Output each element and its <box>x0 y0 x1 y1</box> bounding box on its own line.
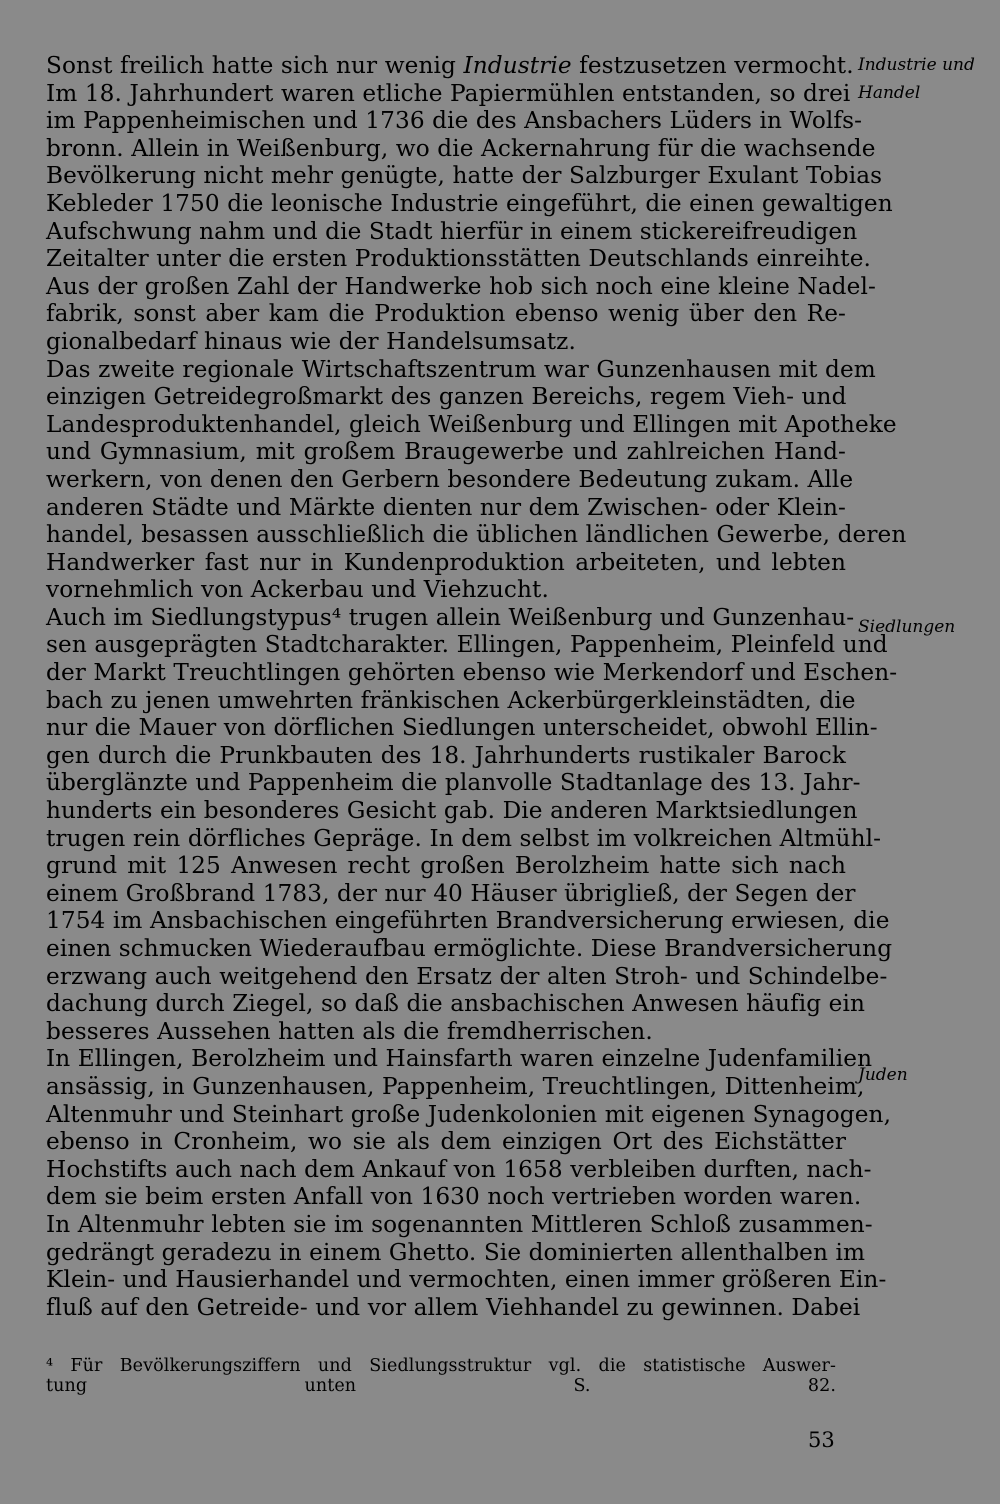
margin-note-line: Handel <box>858 82 921 103</box>
margin-note-line: Industrie und <box>858 55 975 75</box>
text-line: nur die Mauer von dörflichen Siedlungen unterscheidet, obwohl Ellin- <box>46 714 878 742</box>
text-line: Zeitalter unter die ersten Produktionsstätten Deutschlands einreihte. <box>46 245 871 273</box>
text-line: In Ellingen, Berolzheim und Hainsfarth waren einzelne Judenfamilien <box>46 1045 873 1073</box>
paragraph-settlements <box>46 603 898 1046</box>
footnote-line: ⁴ Für Bevölkerungsziffern und Siedlungsstruktur vgl. die statistische Auswer- <box>46 1356 836 1376</box>
text-line: 1754 im Ansbachischen eingeführten Brandversicherung erwiesen, die <box>46 907 890 935</box>
paragraph-jews <box>46 1045 892 1321</box>
text-line: dachung durch Ziegel, so daß die ansbachischen Anwesen häufig ein <box>46 990 866 1018</box>
paragraph-gunzenhausen <box>46 355 907 604</box>
text-line: Das zweite regionale Wirtschaftszentrum war Gunzenhausen mit dem <box>46 355 876 383</box>
text-line: Altenmuhr und Steinhart große Judenkolonien mit eigenen Synagogen, <box>46 1100 892 1128</box>
page-number: 53 <box>808 1428 835 1452</box>
margin-note-settlements <box>858 614 955 642</box>
text-line: gionalbedarf hinaus wie der Handelsumsatz. <box>46 327 576 355</box>
emphasis-industrie: Industrie <box>463 52 572 79</box>
text-line: Im 18. Jahrhundert waren etliche Papiermühlen entstanden, so drei <box>46 79 851 107</box>
text-line <box>46 52 854 80</box>
margin-note-industry <box>858 52 975 107</box>
text-line: grund mit 125 Anwesen recht großen Berolzheim hatte sich nach <box>46 852 846 880</box>
text-line: einzigen Getreidegroßmarkt des ganzen Bereichs, regem Vieh- und <box>46 383 847 411</box>
text-line: der Markt Treuchtlingen gehörten ebenso wie Merkendorf und Eschen- <box>46 659 898 687</box>
text-line: In Altenmuhr lebten sie im sogenannten Mittleren Schloß zusammen- <box>46 1210 873 1238</box>
text-line: Aus der großen Zahl der Handwerke hob sich noch eine kleine Nadel- <box>46 272 876 300</box>
text-line: besseres Aussehen hatten als die fremdherrischen. <box>46 1017 653 1045</box>
text-line: einen schmucken Wiederaufbau ermöglichte. Diese Brandversicherung <box>46 935 893 962</box>
text-line: Aufschwung nahm und die Stadt hierfür in einem stickereifreudigen <box>46 217 858 245</box>
text-line: erzwang auch weitgehend den Ersatz der alten Stroh- und Schindelbe- <box>46 962 888 990</box>
footnote <box>46 1356 836 1396</box>
margin-note-line: Siedlungen <box>858 617 956 637</box>
text-line: dem sie beim ersten Anfall von 1630 noch vertrieben worden waren. <box>46 1183 862 1211</box>
text-line: überglänzte und Pappenheim die planvolle Stadtanlage des 13. Jahr- <box>46 769 861 797</box>
margin-note-jews <box>858 1062 908 1090</box>
text-line: sen ausgeprägten Stadtcharakter. Ellingen, Pappenheim, Pleinfeld und <box>46 631 888 659</box>
text-line: handel, besassen ausschließlich die üblichen ländlichen Gewerbe, deren <box>46 521 907 549</box>
line-segment: Sonst freilich hatte sich nur wenig <box>46 52 464 79</box>
text-line: gedrängt geradezu in einem Ghetto. Sie dominierten allenthalben im <box>46 1238 866 1266</box>
footnote-line: tung unten S. 82. <box>46 1376 836 1396</box>
text-line: vornehmlich von Ackerbau und Viehzucht. <box>46 576 549 604</box>
text-line: ebenso in Cronheim, wo sie als dem einzigen Ort des Eichstätter <box>46 1128 846 1156</box>
text-line: werkern, von denen den Gerbern besondere Bedeutung zukam. Alle <box>46 465 854 493</box>
text-line: bronn. Allein in Weißenburg, wo die Ackernahrung für die wachsende <box>46 134 876 162</box>
text-line: einem Großbrand 1783, der nur 40 Häuser übrigließ, der Segen der <box>46 879 856 907</box>
text-line: fluß auf den Getreide- und vor allem Viehhandel zu gewinnen. Dabei <box>46 1293 861 1321</box>
text-line: anderen Städte und Märkte dienten nur dem Zwischen- oder Klein- <box>46 493 846 521</box>
text-line: Bevölkerung nicht mehr genügte, hatte der Salzburger Exulant Tobias <box>46 162 883 190</box>
text-line: Hochstifts auch nach dem Ankauf von 1658 verbleiben durften, nach- <box>46 1155 872 1183</box>
paragraph-industry <box>46 52 893 356</box>
text-line: bach zu jenen umwehrten fränkischen Ackerbürgerkleinstädten, die <box>46 686 856 714</box>
text-line: ansässig, in Gunzenhausen, Pappenheim, Treuchtlingen, Dittenheim, <box>46 1072 865 1100</box>
text-line: Kebleder 1750 die leonische Industrie eingeführt, die einen gewaltigen <box>46 189 893 217</box>
text-line: Klein- und Hausierhandel und vermochten, einen immer größeren Ein- <box>46 1266 887 1294</box>
line-segment: festzusetzen vermocht. <box>571 52 854 79</box>
text-line: trugen rein dörfliches Gepräge. In dem selbst im volkreichen Altmühl- <box>46 824 882 852</box>
text-line: fabrik, sonst aber kam die Produktion ebenso wenig über den Re- <box>46 300 846 328</box>
text-line: im Pappenheimischen und 1736 die des Ansbachers Lüders in Wolfs- <box>46 107 863 135</box>
text-line: Landesproduktenhandel, gleich Weißenburg und Ellingen mit Apotheke <box>46 410 897 438</box>
margin-note-line: Juden <box>858 1065 908 1085</box>
text-line: Handwerker fast nur in Kundenproduktion arbeiteten, und lebten <box>46 548 846 576</box>
text-line: gen durch die Prunkbauten des 18. Jahrhunderts rustikaler Barock <box>46 741 846 769</box>
text-line: hunderts ein besonderes Gesicht gab. Die anderen Marktsiedlungen <box>46 797 858 825</box>
text-line: Auch im Siedlungstypus⁴ trugen allein Weißenburg und Gunzenhau- <box>46 603 855 631</box>
text-line: und Gymnasium, mit großem Braugewerbe und zahlreichen Hand- <box>46 438 846 466</box>
body-text <box>46 52 907 1321</box>
